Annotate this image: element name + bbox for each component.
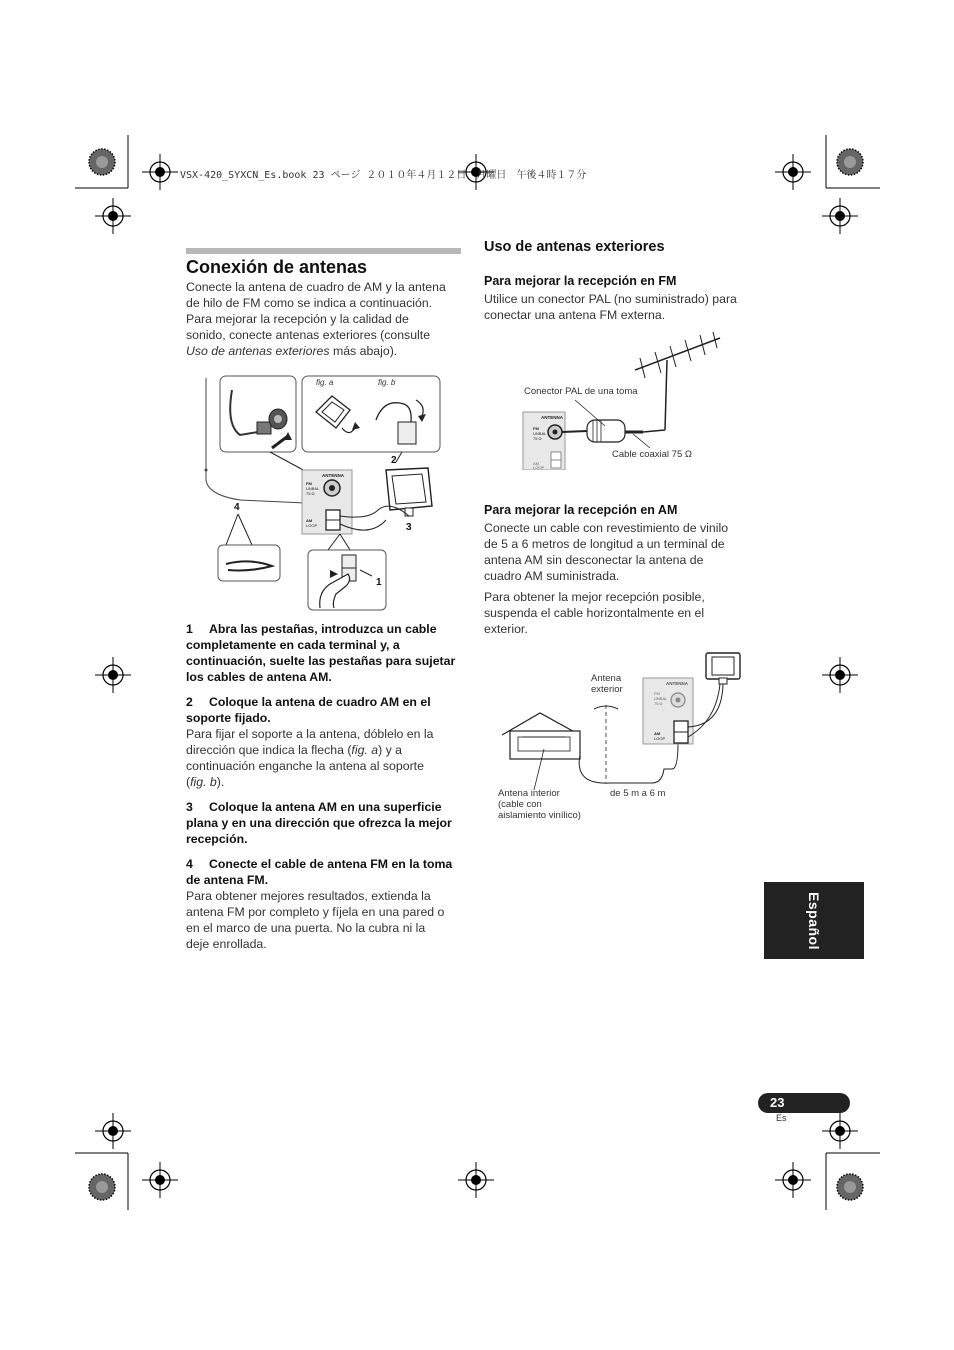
- page-language-code: Es: [776, 1113, 787, 1123]
- svg-text:75 Ω: 75 Ω: [306, 491, 315, 496]
- svg-text:AM: AM: [533, 461, 539, 466]
- svg-text:AM: AM: [654, 731, 661, 736]
- svg-text:ANTENNA: ANTENNA: [322, 473, 344, 478]
- svg-text:75 Ω: 75 Ω: [654, 701, 663, 706]
- starburst-mark-tl: [89, 149, 115, 175]
- book-file-header: VSX-420_SYXCN_Es.book 23 ページ ２０１０年４月１２日 月曜日 午後４時１７分: [180, 170, 587, 181]
- fig-b-label: fig. b: [378, 378, 396, 387]
- section-rule: [186, 248, 461, 254]
- outdoor-antenna-label: Antena exterior: [591, 673, 623, 695]
- outdoor-antennas-heading: Uso de antenas exteriores: [484, 239, 665, 255]
- am-improve-heading: Para mejorar la recepción en AM: [484, 503, 678, 517]
- callout-2: 2: [391, 455, 397, 466]
- starburst-mark-bl: [89, 1174, 115, 1200]
- pal-connector-label: Conector PAL de una toma: [524, 386, 638, 397]
- callout-1: 1: [376, 577, 382, 588]
- svg-text:LOOP: LOOP: [306, 523, 318, 528]
- svg-text:LOOP: LOOP: [654, 736, 666, 741]
- svg-text:UNBAL: UNBAL: [654, 696, 668, 701]
- step-4-body: Para obtener mejores resultados, extienda la antena FM por completo y fíjela en una pared o en el marco de una puerta. No la cubra ni la deje enrollada.: [186, 889, 445, 951]
- svg-text:LOOP: LOOP: [533, 465, 545, 470]
- distance-label: de 5 m a 6 m: [610, 788, 666, 799]
- svg-text:75 Ω: 75 Ω: [533, 436, 542, 441]
- fm-improve-heading: Para mejorar la recepción en FM: [484, 274, 677, 288]
- starburst-mark-tr: [837, 149, 863, 175]
- starburst-mark-br: [837, 1174, 863, 1200]
- language-tab: [764, 882, 864, 959]
- coax-cable-label: Cable coaxial 75 Ω: [612, 449, 692, 460]
- svg-text:UNBAL: UNBAL: [533, 431, 547, 436]
- am-improve-body: Conecte un cable con revestimiento de vinilo de 5 a 6 metros de longitud a un terminal de antena AM sin desconectar la antena de cuadro AM suministrada.: [484, 521, 729, 583]
- page-number: 23: [770, 1095, 785, 1110]
- callout-3: 3: [406, 522, 412, 533]
- page-number-badge: [758, 1093, 850, 1113]
- svg-text:FM: FM: [533, 426, 539, 431]
- intro-paragraph: Conecte la antena de cuadro de AM y la antena de hilo de FM como se indica a continuación. Para mejorar la recepción y la calidad de sonido, conecte antenas exteriores (consulte Uso de antenas exteriores más abajo).: [186, 280, 446, 358]
- indoor-antenna-label: Antena interior (cable con aislamiento vinílico): [498, 788, 581, 821]
- step-3-instruction: 3 Coloque la antena AM en una superficie plana y en una dirección que ofrezca la mejor recepción.: [186, 800, 452, 846]
- svg-text:FM: FM: [654, 691, 660, 696]
- svg-text:FM: FM: [306, 481, 312, 486]
- step-2-instruction: 2 Coloque la antena de cuadro AM en el soporte fijado.: [186, 695, 431, 725]
- step-1-instruction: 1 Abra las pestañas, introduzca un cable completamente en cada terminal y, a continuación, suelte las pestañas para sujetar los cables de antena AM.: [186, 622, 456, 684]
- antenna-connection-figure: [200, 370, 445, 615]
- am-outdoor-antenna-figure: [500, 645, 750, 795]
- fm-improve-body: Utilice un conector PAL (no suministrado) para conectar una antena FM externa.: [484, 292, 737, 322]
- am-tip-body: Para obtener la mejor recepción posible, suspenda el cable horizontalmente en el exterior.: [484, 590, 705, 636]
- svg-text:UNBAL: UNBAL: [306, 486, 320, 491]
- svg-text:AM: AM: [306, 518, 313, 523]
- fig-a-label: fig. a: [316, 378, 334, 387]
- language-tab-label: Español: [806, 891, 822, 950]
- section-title: Conexión de antenas: [186, 257, 368, 277]
- svg-text:ANTENNA: ANTENNA: [541, 415, 563, 420]
- step-4-instruction: 4 Conecte el cable de antena FM en la toma de antena FM.: [186, 857, 453, 887]
- step-2-body: Para fijar el soporte a la antena, dóblelo en la dirección que indica la flecha (fig. a) y a continuación enganche la antena al soporte (fig. b).: [186, 727, 434, 789]
- callout-4: 4: [234, 502, 240, 513]
- svg-text:ANTENNA: ANTENNA: [666, 681, 688, 686]
